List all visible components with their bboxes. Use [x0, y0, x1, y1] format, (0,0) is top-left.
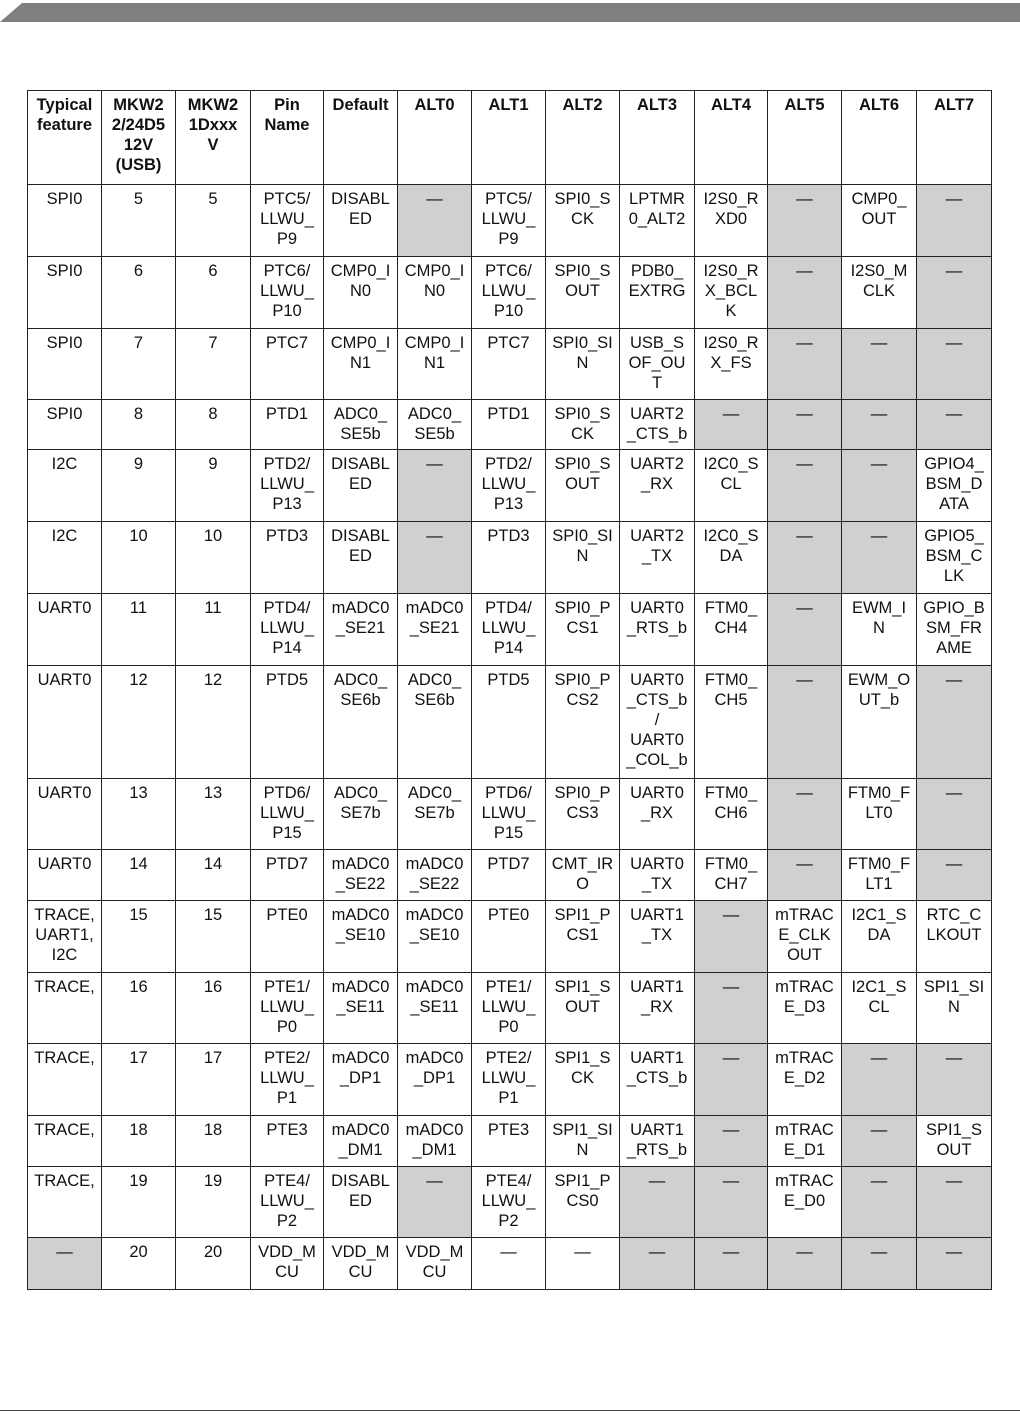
table-cell: 14 [176, 850, 251, 901]
table-row [28, 666, 992, 779]
table-cell: 12 [176, 666, 251, 779]
table-cell: DISABL ED [324, 1167, 398, 1238]
table-cell: — [768, 522, 842, 594]
table-cell: mTRAC E_D3 [768, 973, 842, 1044]
table-cell: I2C [28, 450, 102, 522]
table-cell: 18 [176, 1116, 251, 1167]
table-cell: SPI1_S OUT [917, 1116, 992, 1167]
table-cell: mADC0 _DP1 [324, 1044, 398, 1116]
table-cell: I2C0_S CL [695, 450, 768, 522]
table-cell: SPI1_SI N [546, 1116, 620, 1167]
table-cell: — [768, 329, 842, 400]
table-row [28, 257, 992, 329]
table-cell: UART2 _CTS_b [620, 400, 695, 450]
table-cell: PTD7 [251, 850, 324, 901]
table-cell: UART0 [28, 666, 102, 779]
table-cell: mADC0 _SE11 [398, 973, 472, 1044]
table-cell: SPI0 [28, 400, 102, 450]
table-cell: — [917, 1167, 992, 1238]
col-header-alt6: ALT6 [842, 91, 917, 185]
table-cell: 11 [176, 594, 251, 666]
table-cell: — [472, 1238, 546, 1290]
table-cell: I2S0_R X_FS [695, 329, 768, 400]
table-cell: — [768, 850, 842, 901]
table-cell: PTD2/ LLWU_ P13 [251, 450, 324, 522]
table-cell: SPI0 [28, 257, 102, 329]
table-cell: mADC0 _SE22 [324, 850, 398, 901]
table-cell: VDD_M CU [251, 1238, 324, 1290]
table-row [28, 400, 992, 450]
col-header-default: Default [324, 91, 398, 185]
table-cell: PTC6/ LLWU_ P10 [251, 257, 324, 329]
col-header-mkw22-24d512v-usb: MKW2 2/24D5 12V (USB) [102, 91, 176, 185]
table-cell: SPI1_P CS1 [546, 901, 620, 973]
table-cell: SPI0_S CK [546, 400, 620, 450]
table-cell: 8 [176, 400, 251, 450]
col-header-mkw21dxxxv: MKW2 1Dxxx V [176, 91, 251, 185]
table-cell: PTD2/ LLWU_ P13 [472, 450, 546, 522]
table-body [28, 185, 992, 1290]
table-row [28, 522, 992, 594]
table-row [28, 779, 992, 850]
table-row [28, 901, 992, 973]
table-cell: — [695, 973, 768, 1044]
table-cell: PTD7 [472, 850, 546, 901]
table-cell: CMP0_I N1 [324, 329, 398, 400]
table-cell: — [842, 329, 917, 400]
table-cell: — [398, 522, 472, 594]
table-cell: SPI1_SI N [917, 973, 992, 1044]
table-cell: PTE2/ LLWU_ P1 [251, 1044, 324, 1116]
table-cell: PTE1/ LLWU_ P0 [251, 973, 324, 1044]
col-header-alt2: ALT2 [546, 91, 620, 185]
header-row [28, 91, 992, 185]
col-header-pin-name: Pin Name [251, 91, 324, 185]
table-cell: 9 [176, 450, 251, 522]
table-row [28, 1116, 992, 1167]
col-header-alt7: ALT7 [917, 91, 992, 185]
table-cell: 15 [176, 901, 251, 973]
table-cell: VDD_M CU [398, 1238, 472, 1290]
table-cell: 16 [176, 973, 251, 1044]
table-cell: 5 [176, 185, 251, 257]
table-cell: TRACE, [28, 1116, 102, 1167]
table-cell: — [842, 522, 917, 594]
table-cell: ADC0_ SE7b [324, 779, 398, 850]
table-cell: I2C0_S DA [695, 522, 768, 594]
table-cell: PTD6/ LLWU_ P15 [472, 779, 546, 850]
table-cell: 20 [102, 1238, 176, 1290]
table-cell: — [620, 1167, 695, 1238]
table-cell: UART0 [28, 779, 102, 850]
table-cell: PTD3 [472, 522, 546, 594]
table-cell: 14 [102, 850, 176, 901]
col-header-alt0: ALT0 [398, 91, 472, 185]
table-row [28, 1167, 992, 1238]
table-cell: — [398, 1167, 472, 1238]
header-band-shape [0, 0, 1020, 22]
table-cell: I2C [28, 522, 102, 594]
table-cell: FTM0_ CH5 [695, 666, 768, 779]
table-cell: GPIO_B SM_FR AME [917, 594, 992, 666]
table-cell: TRACE, UART1, I2C [28, 901, 102, 973]
table-cell: — [695, 1238, 768, 1290]
table-cell: 20 [176, 1238, 251, 1290]
table-row [28, 1044, 992, 1116]
table-cell: — [842, 450, 917, 522]
table-cell: ADC0_ SE5b [398, 400, 472, 450]
table-cell: 10 [176, 522, 251, 594]
table-cell: — [398, 450, 472, 522]
table-cell: SPI1_P CS0 [546, 1167, 620, 1238]
col-header-typical-feature: Typical feature [28, 91, 102, 185]
table-cell: FTM0_ CH4 [695, 594, 768, 666]
table-cell: PTE3 [472, 1116, 546, 1167]
table-cell: — [917, 779, 992, 850]
table-cell: USB_S OF_OU T [620, 329, 695, 400]
table-cell: PTC7 [472, 329, 546, 400]
header-band [0, 0, 1020, 22]
table-cell: — [398, 185, 472, 257]
table-cell: 13 [176, 779, 251, 850]
table-cell: PTC5/ LLWU_ P9 [472, 185, 546, 257]
table-cell: — [842, 1167, 917, 1238]
table-cell: TRACE, [28, 1167, 102, 1238]
table-cell: PTD3 [251, 522, 324, 594]
table-cell: CMT_IR O [546, 850, 620, 901]
table-cell: UART0 _RX [620, 779, 695, 850]
table-cell: 8 [102, 400, 176, 450]
table-cell: EWM_I N [842, 594, 917, 666]
table-cell: 15 [102, 901, 176, 973]
table-cell: mADC0 _SE22 [398, 850, 472, 901]
table-cell: PTD5 [472, 666, 546, 779]
table-cell: PTC5/ LLWU_ P9 [251, 185, 324, 257]
table-cell: PTE1/ LLWU_ P0 [472, 973, 546, 1044]
table-cell: — [917, 185, 992, 257]
table-cell: PTD4/ LLWU_ P14 [251, 594, 324, 666]
table-cell: — [768, 1238, 842, 1290]
table-cell: — [917, 850, 992, 901]
table-cell: mADC0 _SE21 [398, 594, 472, 666]
table-cell: 12 [102, 666, 176, 779]
table-cell: SPI0_SI N [546, 522, 620, 594]
table-cell: GPIO4_ BSM_D ATA [917, 450, 992, 522]
table-cell: RTC_C LKOUT [917, 901, 992, 973]
table-cell: UART2 _TX [620, 522, 695, 594]
table-cell: 9 [102, 450, 176, 522]
table-cell: DISABL ED [324, 450, 398, 522]
table-cell: 7 [102, 329, 176, 400]
table-cell: — [768, 666, 842, 779]
table-row [28, 450, 992, 522]
table-cell: mADC0 _DM1 [324, 1116, 398, 1167]
table-cell: ADC0_ SE6b [398, 666, 472, 779]
table-cell: PTC6/ LLWU_ P10 [472, 257, 546, 329]
table-cell: 19 [176, 1167, 251, 1238]
table-row [28, 973, 992, 1044]
table-cell: UART0 _TX [620, 850, 695, 901]
table-cell: UART1 _RTS_b [620, 1116, 695, 1167]
table-row [28, 594, 992, 666]
table-cell: — [768, 400, 842, 450]
table-cell: — [842, 400, 917, 450]
table-cell: PTE4/ LLWU_ P2 [251, 1167, 324, 1238]
table-cell: PTC7 [251, 329, 324, 400]
table-row [28, 850, 992, 901]
table-cell: 6 [102, 257, 176, 329]
table-row [28, 185, 992, 257]
table-cell: I2C1_S CL [842, 973, 917, 1044]
table-cell: PTD5 [251, 666, 324, 779]
table-cell: 6 [176, 257, 251, 329]
table-cell: I2S0_M CLK [842, 257, 917, 329]
table-cell: PTE4/ LLWU_ P2 [472, 1167, 546, 1238]
footer-rule [0, 1410, 1020, 1411]
table-cell: mTRAC E_D1 [768, 1116, 842, 1167]
table-cell: SPI1_S CK [546, 1044, 620, 1116]
table-cell: I2S0_R XD0 [695, 185, 768, 257]
table-cell: SPI0_S OUT [546, 257, 620, 329]
table-cell: SPI0_P CS3 [546, 779, 620, 850]
table-cell: 10 [102, 522, 176, 594]
table-cell: — [917, 666, 992, 779]
table-cell: — [695, 400, 768, 450]
table-cell: — [768, 779, 842, 850]
table-cell: — [768, 185, 842, 257]
table-cell: CMP0_I N1 [398, 329, 472, 400]
table-cell: — [917, 257, 992, 329]
table-cell: — [842, 1238, 917, 1290]
col-header-alt5: ALT5 [768, 91, 842, 185]
table-cell: 16 [102, 973, 176, 1044]
table-cell: mTRAC E_CLK OUT [768, 901, 842, 973]
table-row [28, 329, 992, 400]
table-cell: PTE0 [251, 901, 324, 973]
table-cell: UART0 [28, 850, 102, 901]
table-cell: PTE2/ LLWU_ P1 [472, 1044, 546, 1116]
table-cell: GPIO5_ BSM_C LK [917, 522, 992, 594]
table-cell: FTM0_F LT0 [842, 779, 917, 850]
table-cell: FTM0_ CH7 [695, 850, 768, 901]
table-cell: SPI0_P CS1 [546, 594, 620, 666]
col-header-alt1: ALT1 [472, 91, 546, 185]
table-cell: PDB0_ EXTRG [620, 257, 695, 329]
table-cell: TRACE, [28, 1044, 102, 1116]
table-cell: CMP0_I N0 [324, 257, 398, 329]
table-cell: SPI0 [28, 329, 102, 400]
table-cell: I2S0_R X_BCL K [695, 257, 768, 329]
table-cell: SPI0_P CS2 [546, 666, 620, 779]
table-cell: — [917, 329, 992, 400]
table-cell: I2C1_S DA [842, 901, 917, 973]
table-cell: SPI1_S OUT [546, 973, 620, 1044]
table-cell: UART1 _RX [620, 973, 695, 1044]
table-cell: UART0 [28, 594, 102, 666]
table-cell: PTD1 [472, 400, 546, 450]
table-cell: — [842, 1116, 917, 1167]
table-cell: CMP0_I N0 [398, 257, 472, 329]
table-cell: 13 [102, 779, 176, 850]
table-cell: PTD6/ LLWU_ P15 [251, 779, 324, 850]
table-cell: — [695, 901, 768, 973]
table-cell: — [917, 1044, 992, 1116]
table-cell: — [768, 257, 842, 329]
table-cell: UART1 _TX [620, 901, 695, 973]
table-cell: 5 [102, 185, 176, 257]
table-cell: 17 [176, 1044, 251, 1116]
col-header-alt4: ALT4 [695, 91, 768, 185]
table-cell: SPI0_S CK [546, 185, 620, 257]
table-cell: mTRAC E_D2 [768, 1044, 842, 1116]
table-cell: PTD4/ LLWU_ P14 [472, 594, 546, 666]
table-cell: PTE0 [472, 901, 546, 973]
table-cell: — [695, 1044, 768, 1116]
table-cell: 18 [102, 1116, 176, 1167]
table-cell: VDD_M CU [324, 1238, 398, 1290]
table-cell: — [768, 594, 842, 666]
table-cell: PTE3 [251, 1116, 324, 1167]
table-cell: ADC0_ SE5b [324, 400, 398, 450]
table-cell: — [917, 400, 992, 450]
table-cell: LPTMR 0_ALT2 [620, 185, 695, 257]
table-cell: mADC0 _SE11 [324, 973, 398, 1044]
table-cell: — [695, 1167, 768, 1238]
table-cell: CMP0_ OUT [842, 185, 917, 257]
table-cell: UART2 _RX [620, 450, 695, 522]
table-cell: UART0 _CTS_b / UART0 _COL_b [620, 666, 695, 779]
table-cell: mADC0 _DP1 [398, 1044, 472, 1116]
table-cell: — [546, 1238, 620, 1290]
table-cell: — [28, 1238, 102, 1290]
table-cell: UART1 _CTS_b [620, 1044, 695, 1116]
table-cell: DISABL ED [324, 522, 398, 594]
table-cell: PTD1 [251, 400, 324, 450]
table-cell: EWM_O UT_b [842, 666, 917, 779]
table-cell: mADC0 _SE10 [398, 901, 472, 973]
table-cell: 17 [102, 1044, 176, 1116]
table-cell: FTM0_ CH6 [695, 779, 768, 850]
col-header-alt3: ALT3 [620, 91, 695, 185]
table-cell: — [917, 1238, 992, 1290]
table-cell: 11 [102, 594, 176, 666]
table-cell: FTM0_F LT1 [842, 850, 917, 901]
table-cell: SPI0_SI N [546, 329, 620, 400]
table-cell: UART0 _RTS_b [620, 594, 695, 666]
table-cell: DISABL ED [324, 185, 398, 257]
table-cell: 7 [176, 329, 251, 400]
table-cell: — [695, 1116, 768, 1167]
table-cell: TRACE, [28, 973, 102, 1044]
table-cell: 19 [102, 1167, 176, 1238]
table-cell: — [768, 450, 842, 522]
table-cell: — [842, 1044, 917, 1116]
table-cell: mADC0 _DM1 [398, 1116, 472, 1167]
table-cell: SPI0 [28, 185, 102, 257]
table-row [28, 1238, 992, 1290]
table-cell: — [620, 1238, 695, 1290]
table-cell: ADC0_ SE7b [398, 779, 472, 850]
table-cell: mTRAC E_D0 [768, 1167, 842, 1238]
table-cell: SPI0_S OUT [546, 450, 620, 522]
pin-assignment-table [27, 90, 992, 1290]
table-cell: mADC0 _SE10 [324, 901, 398, 973]
table-cell: mADC0 _SE21 [324, 594, 398, 666]
table-cell: ADC0_ SE6b [324, 666, 398, 779]
